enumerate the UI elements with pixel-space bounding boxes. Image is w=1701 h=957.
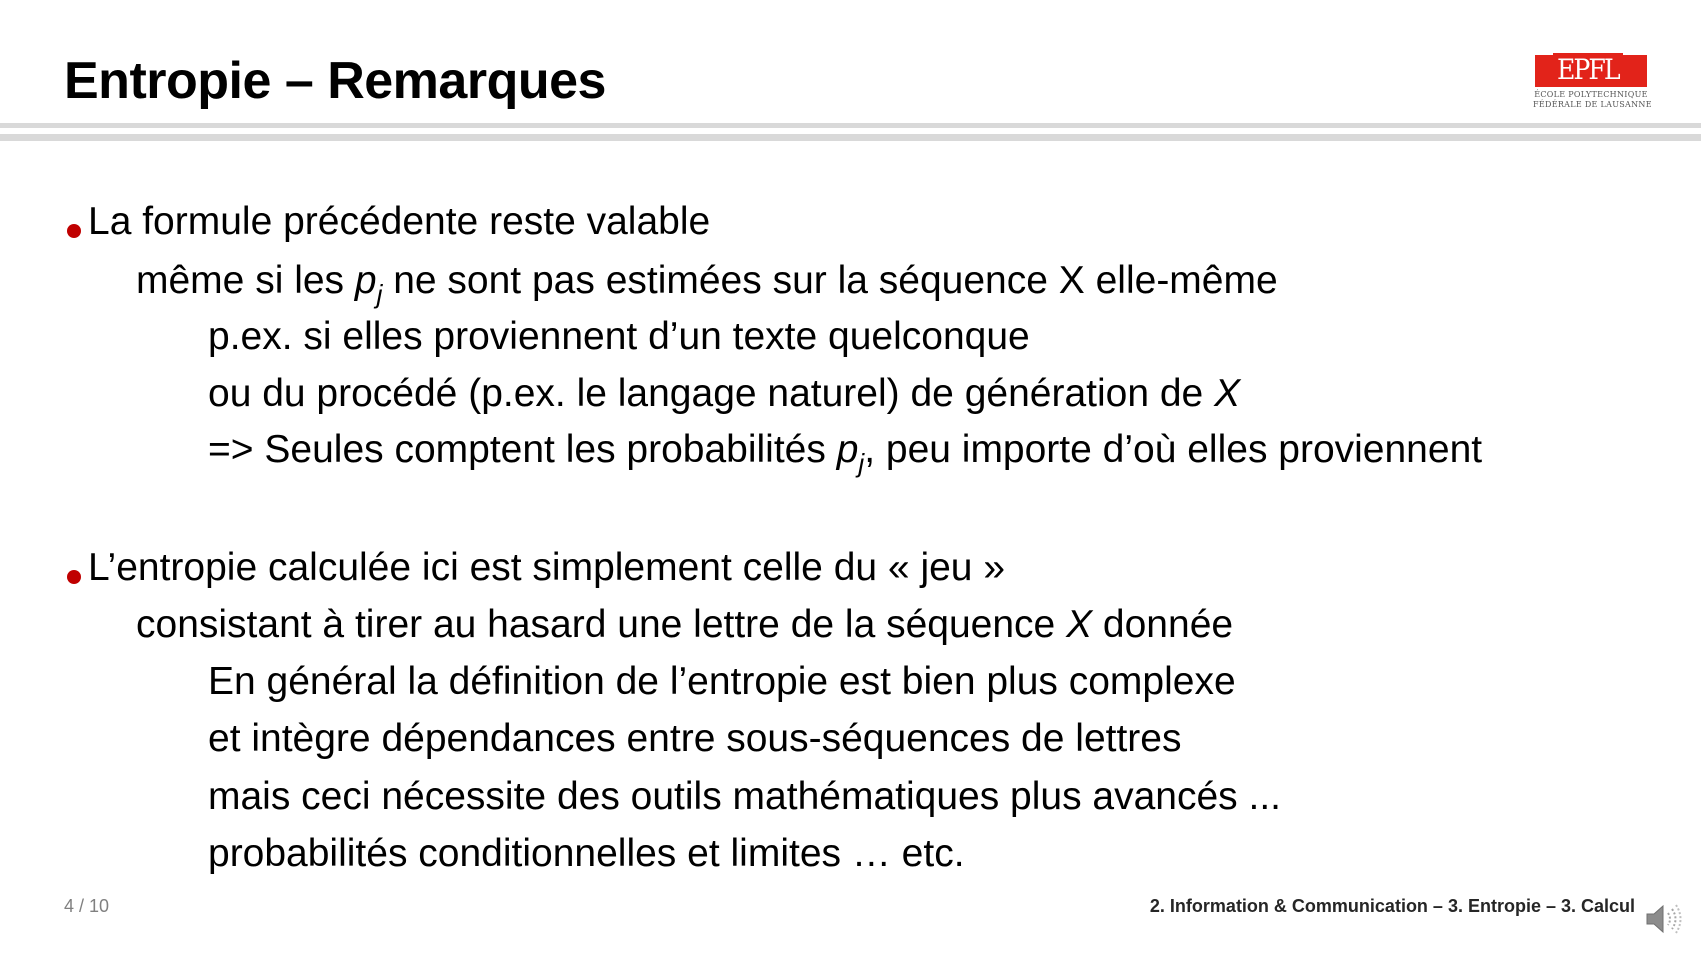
bullet-line: probabilités conditionnelles et limites … etc. [208, 832, 965, 875]
bullet-line: mais ceci nécessite des outils mathématiques plus avancés ... [208, 775, 1282, 818]
text-segment: ou du procédé (p.ex. le langage naturel) de génération de [208, 372, 1215, 415]
bullet-heading: La formule précédente reste valable [88, 200, 711, 243]
math-variable: p [836, 428, 859, 471]
text-segment: , peu importe d’où elles proviennent [864, 428, 1483, 471]
text-segment: consistant à tirer au hasard une lettre de la séquence [136, 603, 1067, 646]
bullet-heading: L’entropie calculée ici est simplement celle du « jeu » [88, 546, 1006, 589]
bullet-line [136, 256, 1278, 319]
bullet-line: p.ex. si elles proviennent d’un texte quelconque [208, 315, 1030, 358]
math-variable: p [354, 259, 377, 302]
math-subscript: j [858, 448, 865, 478]
text-segment: donnée [1092, 603, 1234, 646]
speaker-icon[interactable] [1644, 902, 1686, 936]
bullet-marker-icon [67, 224, 81, 238]
math-variable: X [1066, 603, 1093, 646]
math-subscript: j [376, 279, 383, 309]
bullet-line [208, 425, 1482, 488]
bullet-line [136, 600, 1233, 650]
slide-title: Entropie – Remarques [64, 52, 606, 110]
bullet-line: et intègre dépendances entre sous-séquences de lettres [208, 717, 1182, 760]
section-breadcrumb: 2. Information & Communication – 3. Entropie – 3. Calcul [1149, 896, 1635, 916]
text-segment: => Seules comptent les probabilités [208, 428, 837, 471]
logo-line-2: FÉDÉRALE DE LAUSANNE [1533, 100, 1652, 109]
bullet-line: En général la définition de l’entropie est bien plus complexe [208, 660, 1236, 703]
math-variable: X [1214, 372, 1241, 415]
bullet-marker-icon [67, 570, 81, 584]
page-number: 4 / 10 [64, 896, 110, 916]
text-segment: même si les [136, 259, 355, 302]
text-segment: ne sont pas estimées sur la séquence X elle-même [382, 259, 1278, 302]
bullet-line [208, 369, 1240, 419]
logo-line-1: ÉCOLE POLYTECHNIQUE [1534, 90, 1648, 99]
logo-mark: EPFL [1553, 53, 1623, 87]
